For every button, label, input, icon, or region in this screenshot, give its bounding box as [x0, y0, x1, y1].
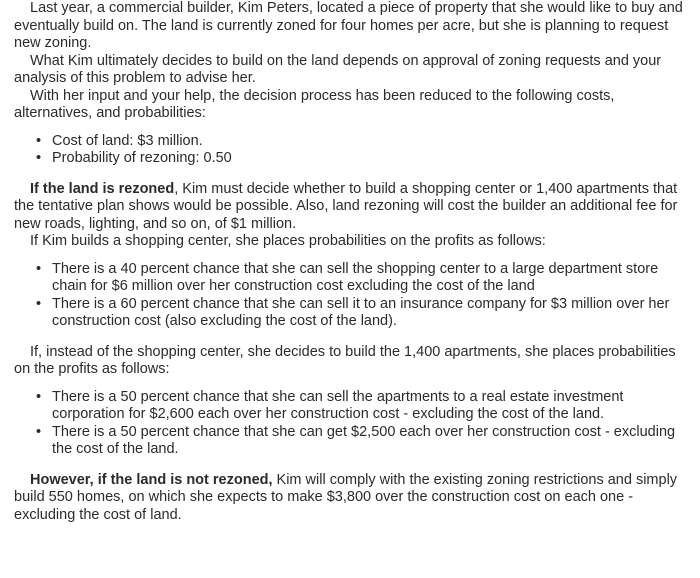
facts-list — [14, 133, 692, 168]
not-rezoned-paragraph — [14, 472, 692, 525]
intro-paragraph-3: With her input and your help, the decision process has been reduced to the following costs, alternatives, and probabilities: — [14, 87, 615, 121]
shopping-item-40: • There is a 40 percent chance that she can sell the shopping center to a large department store chain for $6 million over her construction cost excluding the cost of the land — [52, 261, 692, 296]
fact-land-cost: • Cost of land: $3 million. — [52, 133, 692, 151]
intro-paragraph-1: Last year, a commercial builder, Kim Peters, located a piece of property that she would like to buy and eventually build on. The land is currently zoned for four homes per acre, but she is planning to request new zoning. — [14, 0, 683, 51]
not-rezoned-lead-bold: However, if the land is not rezoned, — [30, 471, 273, 488]
apartment-item-2500: • There is a 50 percent chance that she can get $2,500 each over her construction cost - excluding the cost of the land. — [52, 424, 692, 459]
intro-paragraph-2: What Kim ultimately decides to build on the land depends on approval of zoning requests and your analysis of this problem to advise her. — [14, 52, 662, 86]
fact-rezoning-probability: • Probability of rezoning: 0.50 — [52, 150, 692, 168]
apartment-item-2600: • There is a 50 percent chance that she can sell the apartments to a real estate investment corporation for $2,600 each over her construction cost - excluding the cost of the land. — [52, 389, 692, 424]
shopping-intro: If Kim builds a shopping center, she places probabilities on the profits as follows: — [30, 233, 546, 249]
shopping-probability-list — [14, 261, 692, 331]
apartments-intro: If, instead of the shopping center, she decides to build the 1,400 apartments, she places probabilities on the profits as follows: — [14, 343, 676, 377]
apartments-probability-list — [14, 389, 692, 459]
rezoned-lead-text: , Kim must decide whether to build a shopping center or 1,400 apartments that the tentative plan shows would be possible. Also, land rezoning will cost the builder an additional fee for new roads, lighting, and so on, of $1 million. — [14, 180, 678, 232]
not-rezoned-lead-text: Kim will comply with the existing zoning restrictions and simply build 550 homes, on which she expects to make $3,800 over the construction cost on each one - excluding the cost of land. — [14, 471, 678, 523]
shopping-item-60: • There is a 60 percent chance that she can sell it to an insurance company for $3 million over her construction cost (also excluding the cost of the land). — [52, 296, 692, 331]
rezoned-paragraph — [14, 181, 692, 234]
rezoned-lead-bold: If the land is rezoned — [30, 180, 175, 197]
